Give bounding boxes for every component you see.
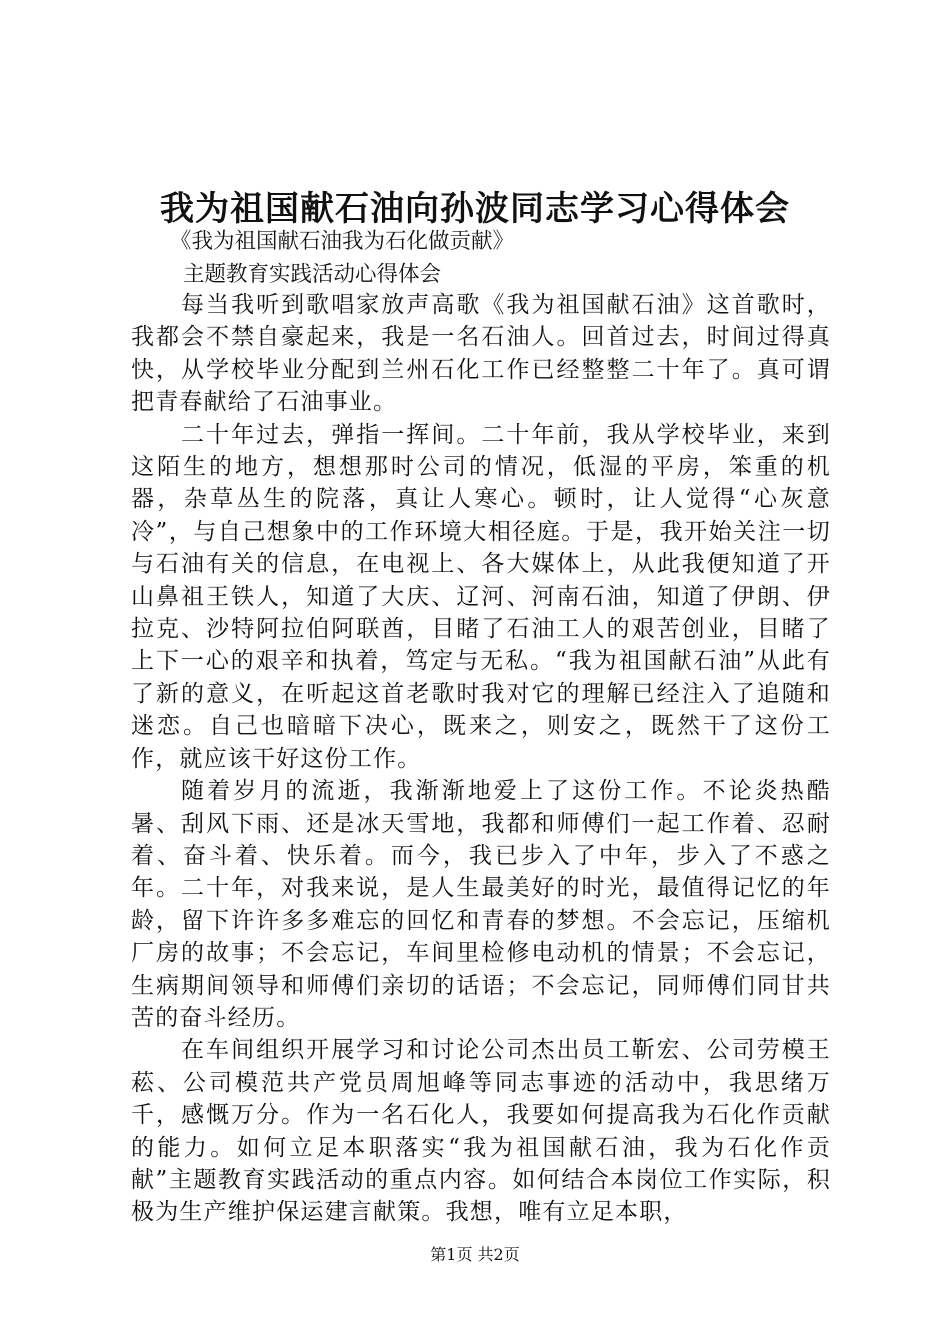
document-body <box>131 289 831 1229</box>
page-number-footer: 第1页 共2页 <box>430 1245 520 1264</box>
subtitle-campaign: 《我为祖国献石油我为石化做贡献》 <box>170 229 515 254</box>
document-title: 我为祖国献石油向孙波同志学习心得体会 <box>160 189 790 229</box>
paragraph: 二十年过去，弹指一挥间。二十年前，我从学校毕业，来到这陌生的地方，想想那时公司的情况，低湿的平房，笨重的机器，杂草丛生的院落，真让人寒心。顿时，让人觉得“心灰意冷”，与自己想象中的工作环境大相径庭。于是，我开始关注一切与石油有关的信息，在电视上、各大媒体上，从此我便知道了开山鼻祖王铁人，知道了大庆、辽河、河南石油，知道了伊朗、伊拉克、沙特阿拉伯阿联酋，目睹了石油工人的艰苦创业，目睹了上下一心的艰辛和执着，笃定与无私。“我为祖国献石油”从此有了新的意义，在听起这首老歌时我对它的理解已经注入了追随和迷恋。自己也暗暗下决心，既来之，则安之，既然干了这份工作，就应该干好这份工作。 <box>131 421 831 772</box>
paragraph: 在车间组织开展学习和讨论公司杰出员工靳宏、公司劳模王菘、公司模范共产党员周旭峰等同志事迹的活动中，我思绪万千，感慨万分。作为一名石化人，我要如何提高我为石化作贡献的能力。如何立足本职落实“我为祖国献石油，我为石化作贡献”主题教育实践活动的重点内容。如何结合本岗位工作实际，积极为生产维护保运建言献策。我想，唯有立足本职， <box>131 1037 831 1226</box>
paragraph: 随着岁月的流逝，我渐渐地爱上了这份工作。不论炎热酷暑、刮风下雨、还是冰天雪地，我都和师傅们一起工作着、忍耐着、奋斗着、快乐着。而今，我已步入了中年，步入了不惑之年。二十年，对我来说，是人生最美好的时光，最值得记忆的年龄，留下许许多多难忘的回忆和青春的梦想。不会忘记，压缩机厂房的故事；不会忘记，车间里检修电动机的情景；不会忘记，生病期间领导和师傅们亲切的话语；不会忘记，同师傅们同甘共苦的奋斗经历。 <box>131 778 831 1031</box>
paragraph: 每当我听到歌唱家放声高歌《我为祖国献石油》这首歌时，我都会不禁自豪起来，我是一名石油人。回首过去，时间过得真快，从学校毕业分配到兰州石化工作已经整整二十年了。真可谓把青春献给了石油事业。 <box>131 292 831 416</box>
subtitle-activity: 主题教育实践活动心得体会 <box>183 262 442 287</box>
